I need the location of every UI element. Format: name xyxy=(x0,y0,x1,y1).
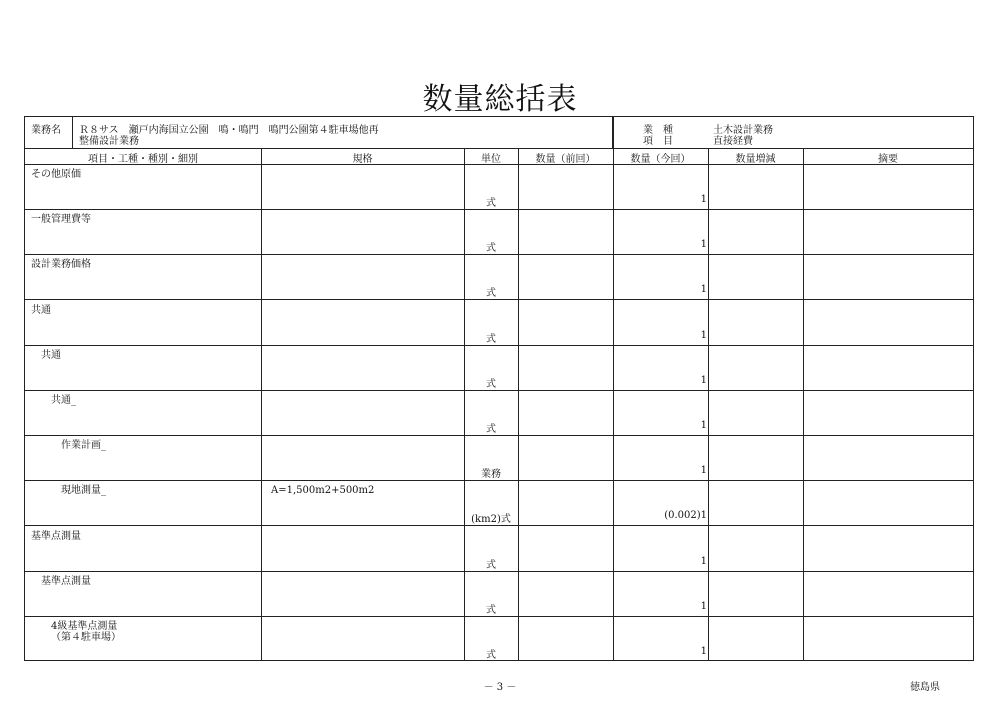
item-name: 共通 xyxy=(41,349,61,361)
table-row xyxy=(25,435,973,481)
item-qty-now: 1 xyxy=(700,465,707,477)
item-name: 基準点測量 xyxy=(31,530,81,542)
item-unit: 式 xyxy=(486,559,496,571)
item-qty-now: 1 xyxy=(700,420,707,431)
item-unit: (km2)式 xyxy=(471,514,511,526)
item-qty-now: 1 xyxy=(700,194,707,205)
column-headers xyxy=(25,148,973,165)
col-unit: 単位 xyxy=(481,154,501,165)
item-unit: 式 xyxy=(486,650,496,661)
shu-label: 業 種 xyxy=(643,125,673,136)
item-name: 作業計画_ xyxy=(61,440,106,452)
gyomu-line1: Ｒ８サス 瀬戸内海国立公園 鳴・鳴門 鳴門公園第４駐車場他再 xyxy=(79,125,379,136)
table-row xyxy=(25,345,973,391)
item-qty-now: 1 xyxy=(700,374,707,386)
item-name: 基準点測量 xyxy=(41,575,91,587)
col-qty-diff: 数量増減 xyxy=(735,154,776,165)
item-unit: 式 xyxy=(486,288,496,300)
col-item: 項目・工種・種別・細別 xyxy=(88,154,198,165)
item-name: 設計業務価格 xyxy=(31,259,91,271)
summary-table xyxy=(24,116,974,661)
item-unit: 式 xyxy=(486,333,496,345)
item-unit: 式 xyxy=(486,243,496,255)
table-row xyxy=(25,571,973,617)
gyomu-label: 業務名 xyxy=(31,125,61,136)
header-block xyxy=(25,117,973,149)
table-row xyxy=(25,254,973,300)
col-qty-now: 数量（今回） xyxy=(630,154,691,165)
organization: 徳島県 xyxy=(910,682,940,693)
table-row xyxy=(25,616,973,661)
item-name: 4級基準点測量 （第４駐車場） xyxy=(51,621,121,643)
table-row xyxy=(25,480,973,526)
col-remarks: 摘要 xyxy=(878,154,898,165)
koumoku-label: 項 目 xyxy=(643,136,673,147)
item-unit: 式 xyxy=(486,424,496,435)
item-qty-now: 1 xyxy=(700,646,707,657)
table-row xyxy=(25,164,973,210)
shu-value: 土木設計業務 xyxy=(713,125,773,136)
table-row xyxy=(25,209,973,255)
item-unit: 式 xyxy=(486,378,496,390)
item-qty-now: 1 xyxy=(700,555,707,567)
table-row xyxy=(25,390,973,436)
item-unit: 式 xyxy=(486,198,496,209)
item-qty-now: 1 xyxy=(700,284,707,296)
item-qty-now: 1 xyxy=(700,600,707,612)
table-row xyxy=(25,526,973,572)
item-unit: 業務 xyxy=(481,469,501,481)
item-qty-now: 1 xyxy=(700,329,707,341)
gyomu-line2: 整備設計業務 xyxy=(79,136,139,147)
item-unit: 式 xyxy=(486,604,496,616)
col-qty-prev: 数量（前回） xyxy=(535,154,596,165)
table-row xyxy=(25,300,973,346)
item-name: 共通_ xyxy=(51,395,76,406)
item-name: その他原価 xyxy=(31,169,81,180)
page-title: 数量総括表 xyxy=(422,82,578,117)
item-qty-now: 1 xyxy=(700,239,707,251)
item-name: 共通 xyxy=(31,304,51,316)
item-name: 一般管理費等 xyxy=(31,214,91,226)
koumoku-value: 直接経費 xyxy=(713,136,753,147)
item-qty-now: (0.002)1 xyxy=(664,510,707,522)
page-number: － 3 － xyxy=(483,682,517,693)
item-spec: A=1,500m2+500m2 xyxy=(271,485,375,497)
item-name: 現地測量_ xyxy=(61,485,106,497)
col-spec: 規格 xyxy=(352,154,373,165)
